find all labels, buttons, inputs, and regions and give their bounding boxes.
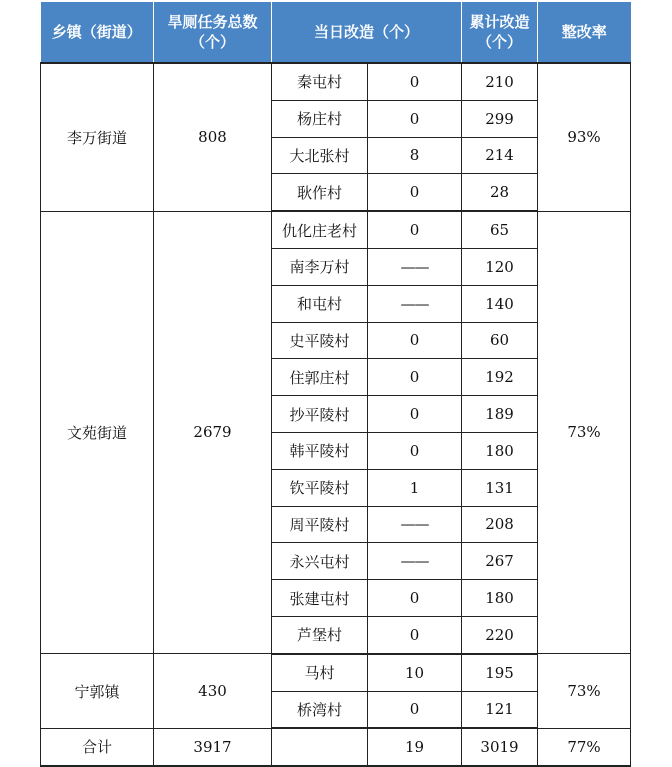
village-cell: 住郭庄村 bbox=[272, 359, 368, 396]
village-cell: 周平陵村 bbox=[272, 506, 368, 543]
total-task-cell: 808 bbox=[154, 63, 272, 211]
daily-cell: 0 bbox=[368, 211, 462, 248]
daily-cell: 10 bbox=[368, 654, 462, 691]
rate-cell: 93% bbox=[538, 63, 631, 211]
renovation-table bbox=[40, 2, 631, 767]
total-task-cell: 430 bbox=[154, 654, 272, 729]
village-cell: 马村 bbox=[272, 654, 368, 691]
daily-cell: —— bbox=[368, 285, 462, 322]
cumulative-cell: 28 bbox=[462, 174, 538, 211]
village-cell: 韩平陵村 bbox=[272, 432, 368, 469]
village-cell: 张建屯村 bbox=[272, 580, 368, 617]
cumulative-cell: 195 bbox=[462, 654, 538, 691]
table-row bbox=[41, 211, 631, 248]
village-cell: 大北张村 bbox=[272, 137, 368, 174]
table-row bbox=[41, 654, 631, 691]
cumulative-cell: 180 bbox=[462, 432, 538, 469]
table-container bbox=[40, 2, 631, 767]
daily-cell: 0 bbox=[368, 174, 462, 211]
daily-cell: 0 bbox=[368, 359, 462, 396]
header-cumulative bbox=[462, 2, 538, 63]
totals-row bbox=[41, 728, 631, 766]
rate-cell: 73% bbox=[538, 654, 631, 729]
cumulative-cell: 121 bbox=[462, 691, 538, 728]
rate-cell: 73% bbox=[538, 211, 631, 654]
totals-rate: 77% bbox=[538, 728, 631, 766]
header-rate: 整改率 bbox=[538, 2, 631, 63]
daily-cell: 8 bbox=[368, 137, 462, 174]
village-cell: 史平陵村 bbox=[272, 322, 368, 359]
totals-label: 合计 bbox=[41, 728, 154, 766]
cumulative-cell: 189 bbox=[462, 396, 538, 433]
village-cell: 仇化庄老村 bbox=[272, 211, 368, 248]
totals-cumulative: 3019 bbox=[462, 728, 538, 766]
cumulative-cell: 192 bbox=[462, 359, 538, 396]
cumulative-cell: 180 bbox=[462, 580, 538, 617]
daily-cell: 0 bbox=[368, 580, 462, 617]
daily-cell: —— bbox=[368, 248, 462, 285]
totals-total: 3917 bbox=[154, 728, 272, 766]
table-body bbox=[41, 63, 631, 766]
village-cell: 桥湾村 bbox=[272, 691, 368, 728]
header-cumulative-line2: （个） bbox=[477, 33, 523, 51]
totals-village bbox=[272, 728, 368, 766]
village-cell: 和屯村 bbox=[272, 285, 368, 322]
village-cell: 耿作村 bbox=[272, 174, 368, 211]
village-cell: 抄平陵村 bbox=[272, 396, 368, 433]
village-cell: 永兴屯村 bbox=[272, 543, 368, 580]
cumulative-cell: 131 bbox=[462, 469, 538, 506]
daily-cell: 0 bbox=[368, 396, 462, 433]
table-row bbox=[41, 63, 631, 100]
cumulative-cell: 210 bbox=[462, 63, 538, 100]
daily-cell: 0 bbox=[368, 432, 462, 469]
village-cell: 秦屯村 bbox=[272, 63, 368, 100]
cumulative-cell: 267 bbox=[462, 543, 538, 580]
cumulative-cell: 60 bbox=[462, 322, 538, 359]
village-cell: 杨庄村 bbox=[272, 100, 368, 137]
header-total bbox=[154, 2, 272, 63]
table-header bbox=[41, 2, 631, 63]
daily-cell: 0 bbox=[368, 63, 462, 100]
village-cell: 钦平陵村 bbox=[272, 469, 368, 506]
town-cell: 宁郭镇 bbox=[41, 654, 154, 729]
cumulative-cell: 120 bbox=[462, 248, 538, 285]
daily-cell: 0 bbox=[368, 322, 462, 359]
daily-cell: —— bbox=[368, 506, 462, 543]
totals-daily: 19 bbox=[368, 728, 462, 766]
cumulative-cell: 140 bbox=[462, 285, 538, 322]
header-total-line1: 旱厕任务总数 bbox=[167, 13, 258, 31]
cumulative-cell: 208 bbox=[462, 506, 538, 543]
village-cell: 南李万村 bbox=[272, 248, 368, 285]
village-cell: 芦堡村 bbox=[272, 616, 368, 653]
header-town: 乡镇（街道） bbox=[41, 2, 154, 63]
header-total-line2: （个） bbox=[189, 33, 235, 51]
cumulative-cell: 299 bbox=[462, 100, 538, 137]
cumulative-cell: 65 bbox=[462, 211, 538, 248]
daily-cell: —— bbox=[368, 543, 462, 580]
daily-cell: 0 bbox=[368, 616, 462, 653]
town-cell: 文苑街道 bbox=[41, 211, 154, 654]
header-cumulative-line1: 累计改造 bbox=[469, 13, 530, 31]
daily-cell: 0 bbox=[368, 100, 462, 137]
cumulative-cell: 214 bbox=[462, 137, 538, 174]
cumulative-cell: 220 bbox=[462, 616, 538, 653]
header-daily: 当日改造（个） bbox=[272, 2, 462, 63]
daily-cell: 1 bbox=[368, 469, 462, 506]
total-task-cell: 2679 bbox=[154, 211, 272, 654]
town-cell: 李万街道 bbox=[41, 63, 154, 211]
daily-cell: 0 bbox=[368, 691, 462, 728]
